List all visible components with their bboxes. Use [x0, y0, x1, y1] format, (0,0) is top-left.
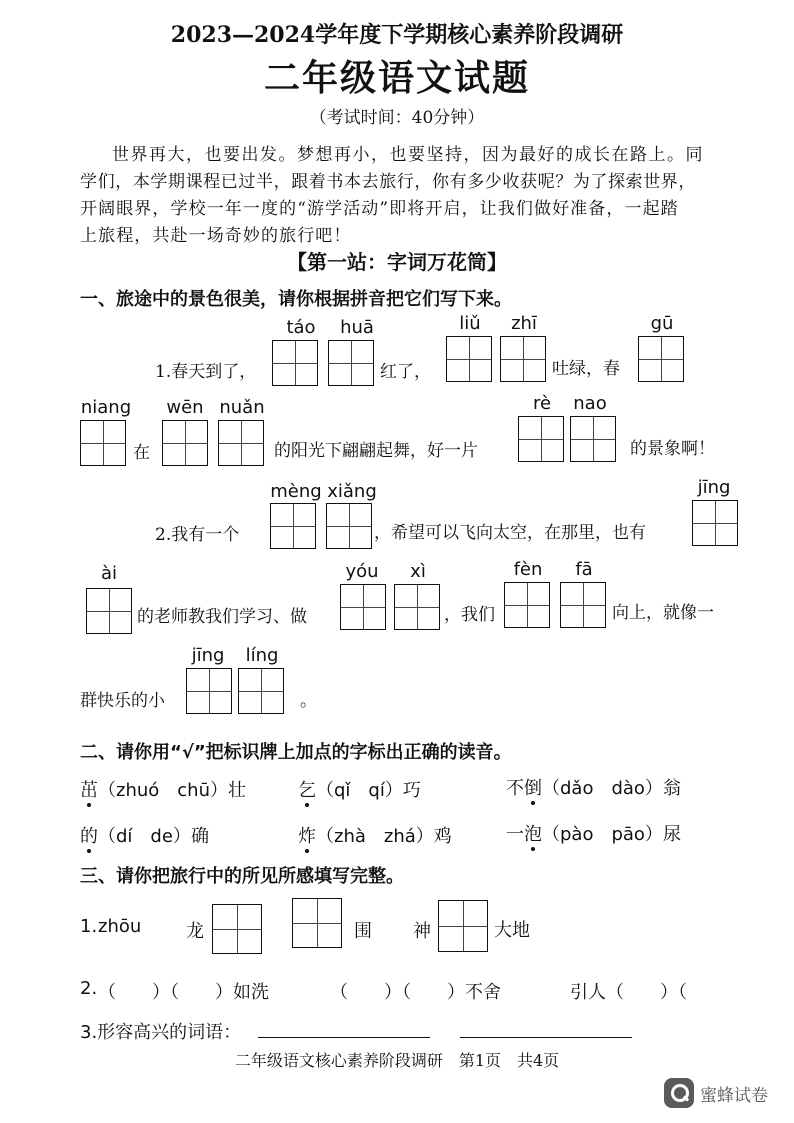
station-heading: 【第一站：字词万花筒】	[287, 250, 507, 274]
word-rest: 壮	[228, 780, 246, 801]
writing-box[interactable]	[692, 500, 738, 546]
q3-line2-item[interactable]: （ ）（ ）不舍	[330, 982, 501, 1003]
pinyin-you: yóu	[345, 561, 379, 582]
dotted-char: 泡	[524, 820, 542, 846]
q1-line5-prefix: 群快乐的小	[80, 691, 165, 711]
writing-box[interactable]	[446, 336, 492, 382]
word-rest: 确	[190, 826, 209, 847]
writing-box[interactable]	[326, 503, 372, 549]
answer-blank[interactable]	[460, 1037, 632, 1038]
pinyin-meng: mèng	[270, 481, 322, 502]
pinyin-zhou: zhōu	[98, 916, 142, 937]
q1-line3-prefix: 2.我有一个	[155, 525, 240, 545]
exam-main-title: 二年级语文试题	[263, 57, 530, 99]
pinyin-liu: liǔ	[459, 313, 481, 334]
writing-box[interactable]	[638, 336, 684, 382]
intro-line-3: 开阔眼界，学校一年一度的“游学活动”即将开启，让我们做好准备，一起踏	[80, 199, 679, 219]
q2-item	[506, 820, 681, 846]
pinyin-jing: jīng	[697, 477, 731, 498]
writing-box[interactable]	[270, 503, 316, 549]
watermark-text: 蜜蜂试卷	[700, 1085, 768, 1106]
writing-box[interactable]	[162, 420, 208, 466]
q1-title: 一、旅途中的景色很美，请你根据拼音把它们写下来。	[80, 289, 512, 310]
q1-line4-end: 向上，就像一	[612, 603, 714, 623]
q1-line2-end: 的景象啊！	[630, 439, 715, 459]
q3-line2-item[interactable]: 引人（ ）（	[570, 982, 687, 1003]
pinyin-hua: huā	[340, 317, 374, 338]
watermark	[664, 1076, 768, 1110]
word-prefix: 不	[506, 778, 524, 799]
q3-line2-num: 2.	[80, 978, 98, 999]
q2-title: 二、请你用“√”把标识牌上加点的字标出正确的读音。	[80, 742, 512, 763]
pinyin-wen: wēn	[166, 397, 204, 418]
dotted-char: 倒	[524, 774, 542, 800]
writing-box[interactable]	[292, 898, 342, 948]
exam-time: （考试时间：40分钟）	[309, 108, 485, 128]
pinyin-nuan: nuǎn	[219, 397, 265, 418]
pinyin-zhi: zhī	[511, 313, 537, 334]
writing-box[interactable]	[328, 340, 374, 386]
writing-box[interactable]	[272, 340, 318, 386]
pinyin-gu: gū	[650, 313, 674, 334]
writing-box[interactable]	[212, 904, 262, 954]
writing-box[interactable]	[186, 668, 232, 714]
pinyin-xi: xì	[410, 561, 426, 582]
pinyin-fa: fā	[575, 559, 593, 580]
intro-line-2: 学们，本学期课程已过半，跟着书本去旅行，你有多少收获呢？为了探索世界，	[80, 172, 696, 192]
q1-line4-mid2: ，我们	[444, 605, 495, 625]
q3-char-shen: 神	[413, 921, 431, 942]
pinyin-ai: ài	[100, 563, 118, 584]
pinyin-jing2: jīng	[191, 645, 225, 666]
q3-char-wei: 围	[354, 921, 372, 942]
pinyin-xiang: xiǎng	[327, 481, 377, 502]
q2-item	[80, 776, 246, 802]
q1-line2-mid2: 的阳光下翩翩起舞，好一片	[274, 441, 478, 461]
pinyin-options[interactable]: （dí de）	[98, 826, 191, 847]
writing-box[interactable]	[438, 900, 488, 952]
intro-line-1: 世界再大，也要出发。梦想再小，也要坚持，因为最好的成长在路上。同	[112, 145, 704, 165]
pinyin-options[interactable]: （qǐ qí）	[316, 780, 403, 801]
pinyin-fen: fèn	[513, 559, 543, 580]
q1-line3-mid: ，希望可以飞向太空，在那里，也有	[374, 523, 646, 543]
writing-box[interactable]	[560, 582, 606, 628]
q3-line2-item[interactable]: （ ）（ ）如洗	[98, 982, 269, 1003]
q3-char-dadi: 大地	[494, 920, 530, 941]
q2-item	[298, 776, 421, 802]
writing-box[interactable]	[394, 584, 440, 630]
writing-box[interactable]	[500, 336, 546, 382]
pinyin-tao: táo	[286, 317, 316, 338]
dotted-char: 茁	[80, 776, 98, 802]
pinyin-options[interactable]: （pào pāo）	[542, 824, 663, 845]
q1-line2-mid1: 在	[133, 443, 150, 463]
dotted-char: 的	[80, 822, 98, 848]
word-rest: 尿	[662, 824, 681, 845]
answer-blank[interactable]	[258, 1037, 430, 1038]
pinyin-re: rè	[532, 393, 552, 414]
q1-line5-end: 。	[300, 691, 317, 711]
pinyin-ling: líng	[245, 645, 279, 666]
dotted-char: 炸	[298, 822, 316, 848]
watermark-logo-icon	[664, 1078, 694, 1108]
q3-title: 三、请你把旅行中的所见所感填写完整。	[80, 866, 404, 887]
pinyin-nao: nao	[573, 393, 607, 414]
q2-item	[506, 774, 681, 800]
writing-box[interactable]	[504, 582, 550, 628]
page-footer: 二年级语文核心素养阶段调研 第1页 共4页	[234, 1051, 560, 1070]
word-prefix: 一	[506, 824, 524, 845]
word-rest: 鸡	[433, 826, 452, 847]
q3-line1-num: 1.	[80, 916, 98, 937]
writing-box[interactable]	[518, 416, 564, 462]
q3-line3-label: 3.形容高兴的词语：	[80, 1022, 242, 1043]
pinyin-options[interactable]: （zhuó chū）	[98, 780, 228, 801]
exam-top-title: 2023—2024学年度下学期核心素养阶段调研	[170, 22, 624, 48]
pinyin-niang: niang	[80, 397, 132, 418]
dotted-char: 乞	[298, 776, 316, 802]
q1-line1-end: 吐绿，春	[552, 359, 620, 379]
writing-box[interactable]	[238, 668, 284, 714]
writing-box[interactable]	[218, 420, 264, 466]
q2-item	[80, 822, 209, 848]
q1-line1-mid: 红了，	[380, 362, 431, 382]
intro-line-4: 上旅程，共赴一场奇妙的旅行吧！	[80, 226, 352, 246]
writing-box[interactable]	[80, 420, 126, 466]
q1-line1-prefix: 1.春天到了，	[155, 362, 257, 382]
writing-box[interactable]	[570, 416, 616, 462]
q3-char-long: 龙	[186, 921, 204, 942]
pinyin-options[interactable]: （dǎo dào）	[542, 778, 663, 799]
writing-box[interactable]	[86, 588, 132, 634]
pinyin-options[interactable]: （zhà zhá）	[316, 826, 434, 847]
writing-box[interactable]	[340, 584, 386, 630]
word-rest: 翁	[662, 778, 681, 799]
q2-item	[298, 822, 452, 848]
q1-line4-mid1: 的老师教我们学习、做	[137, 607, 307, 627]
word-rest: 巧	[402, 780, 421, 801]
